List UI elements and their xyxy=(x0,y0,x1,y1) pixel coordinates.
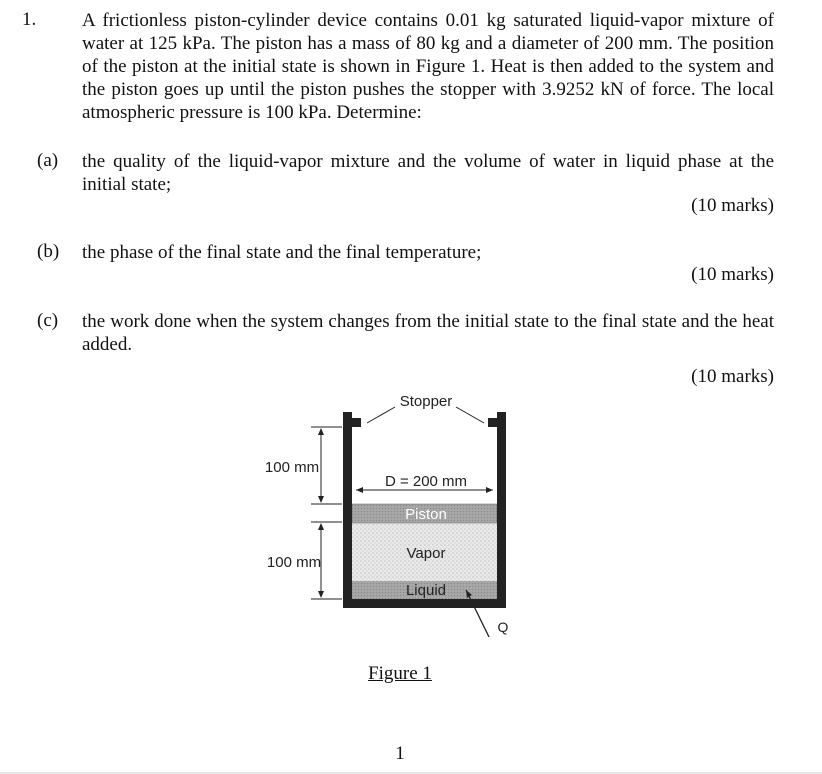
lower-dimension-label: 100 mm xyxy=(266,554,322,571)
cylinder-bottom xyxy=(343,599,506,608)
question-intro: A frictionless piston-cylinder device contains 0.01 kg saturated liquid-vapor mixture of water at 125 kPa. The piston has a mass of 80 kg and a diameter of 200 mm. The position of the piston at the initial state is shown in Figure 1. Heat is then added to the system and the piston goes up until the piston pushes the stopper with 3.9252 kN of force. The local atmospheric pressure is 100 kPa. Determine: xyxy=(82,10,774,123)
part-a-marks: (10 marks) xyxy=(691,195,774,216)
part-a-label: (a) xyxy=(37,150,59,171)
diameter-label: D = 200 mm xyxy=(384,473,468,490)
figure-caption: Figure 1 xyxy=(368,663,432,684)
part-b-label: (b) xyxy=(37,241,60,262)
part-c-marks: (10 marks) xyxy=(691,366,774,387)
upper-dimension-label: 100 mm xyxy=(264,459,320,476)
part-c-label: (c) xyxy=(37,310,59,331)
question-number: 1. xyxy=(22,9,37,30)
cylinder-left-wall xyxy=(343,412,352,608)
stopper-right xyxy=(488,418,497,427)
stopper-label: Stopper xyxy=(399,393,453,410)
page-number: 1 xyxy=(395,743,405,764)
vapor-label: Vapor xyxy=(406,545,446,562)
part-b-text: the phase of the final state and the final temperature; xyxy=(82,242,482,263)
part-b-marks: (10 marks) xyxy=(691,264,774,285)
piston-label: Piston xyxy=(405,506,447,523)
liquid-label: Liquid xyxy=(405,582,447,599)
cylinder-right-wall xyxy=(497,412,506,608)
part-a-text: the quality of the liquid-vapor mixture and the volume of water in liquid phase at the initial state; xyxy=(82,151,774,195)
part-c-text: the work done when the system changes from the initial state to the final state and the heat added. xyxy=(82,311,774,355)
heat-label: Q xyxy=(497,619,509,635)
stopper-left xyxy=(352,418,361,427)
